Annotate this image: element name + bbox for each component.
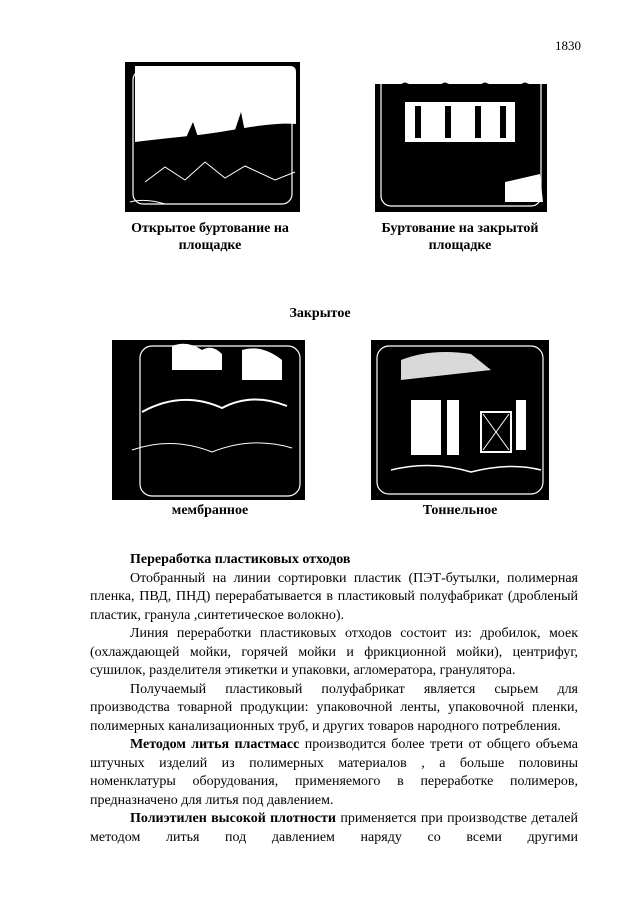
paragraph-2: Линия переработки пластиковых отходов состоит из: дробилок, моек (охлаждающей мойки, горячей мойки и фрикционной мойки), центрифуг, сушилок, разделителя этикетки и упаковки, агломератора, гранулятора. xyxy=(90,626,578,678)
paragraph-3: Получаемый пластиковый полуфабрикат является сырьем для производства товарной продукции: упаковочной ленты, упаковочной пленки, полимерных канализационных труб, и других товаров народного потребления. xyxy=(90,681,578,734)
photo-membrane xyxy=(112,340,305,500)
caption-tunnel: Тоннельное xyxy=(422,503,498,518)
paragraph-5 xyxy=(90,810,578,847)
photo-tunnel xyxy=(371,340,549,500)
body-text xyxy=(90,551,578,847)
section-label-closed: Закрытое xyxy=(289,306,351,321)
caption-membrane: мембранное xyxy=(171,503,249,518)
paragraph-5-text: применяется при производстве деталей методом литья под давлением наряду со всеми другими xyxy=(90,811,579,845)
caption-open-windrow: Открытое буртование на площадке xyxy=(131,221,289,253)
photo-open-windrow xyxy=(125,62,300,212)
paragraph-1: Отобранный на линии сортировки пластик (ПЭТ-бутылки, полимерная пленка, ПВД, ПНД) перерабатывается в пластиковый полуфабрикат (дробленый пластик, гранула ,синтетическое волокно). xyxy=(90,570,578,623)
caption-covered-windrow: Буртование на закрытой площадке xyxy=(381,221,539,253)
section-title: Переработка пластиковых отходов xyxy=(130,552,351,567)
paragraph-4-bold: Методом литья пластмасс xyxy=(130,737,300,752)
paragraph-4-text: производится более трети от общего объема штучных изделий из полимерных материалов , а больше половины номенклатуры оборудования, применяемого в переработке полимеров, предназначено для литья под давлением. xyxy=(90,737,578,808)
photo-covered-windrow xyxy=(375,62,547,212)
paragraph-4 xyxy=(90,736,578,810)
page-number: 1830 xyxy=(555,38,581,53)
paragraph-5-bold: Полиэтилен высокой плотности xyxy=(130,811,336,826)
